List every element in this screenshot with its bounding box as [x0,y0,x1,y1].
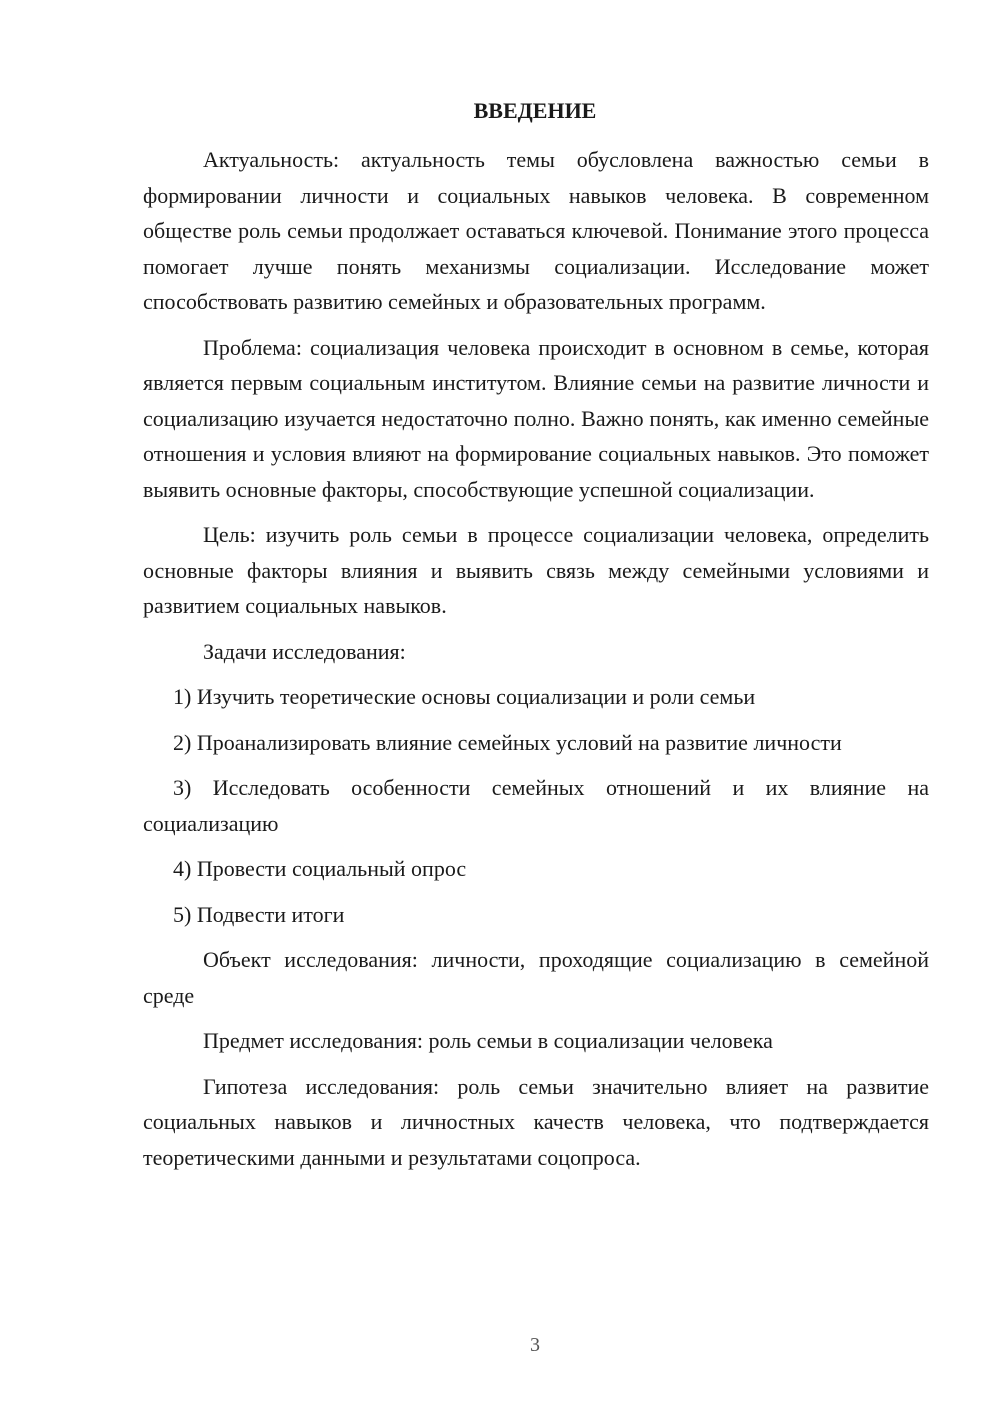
task-item-1: 1) Изучить теоретические основы социализации и роли семьи [173,684,756,709]
paragraph-relevance: Актуальность: актуальность темы обусловлена важностью семьи в формировании личности и социальных навыков человека. В современном обществе роль семьи продолжает оставаться ключевой. Понимание этого процесса помогает лучше понять механизмы социализации. Исследование может способствовать развитию семейных и образовательных программ. [143,147,929,314]
paragraph-hypothesis: Гипотеза исследования: роль семьи значительно влияет на развитие социальных навыков и личностных качеств человека, что подтверждается теоретическими данными и результатами соцопроса. [143,1073,929,1170]
paragraph-subject: Предмет исследования: роль семьи в социализации человека [203,1028,773,1053]
task-item-5: 5) Подвести итоги [173,901,345,927]
tasks-title: Задачи исследования: [203,638,406,664]
task-item-3: 3) Исследовать особенности семейных отношений и их влияние на социализацию [143,775,929,836]
document-body [143,142,929,1185]
task-item-4: 4) Провести социальный опрос [173,856,467,881]
paragraph-problem: Проблема: социализация человека происходит в основном в семье, которая является первым социальным институтом. Влияние семьи на развитие личности и социализацию изучается недостаточно полно. Важно понять, как именно семейные отношения и условия влияют на формирование социальных навыков. Это поможет выявить основные факторы, способствующие успешной социализации. [143,334,929,502]
paragraph-object: Объект исследования: личности, проходящие социализацию в семейной среде [143,947,929,1008]
page-title: ВВЕДЕНИЕ [473,98,597,123]
paragraph-goal: Цель: изучить роль семьи в процессе социализации человека, определить основные факторы влияния и выявить связь между семейными условиями и развитием социальных навыков. [143,522,929,618]
page-number: 3 [530,1334,540,1356]
task-item-2: 2) Проанализировать влияние семейных условий на развитие личности [173,729,842,755]
